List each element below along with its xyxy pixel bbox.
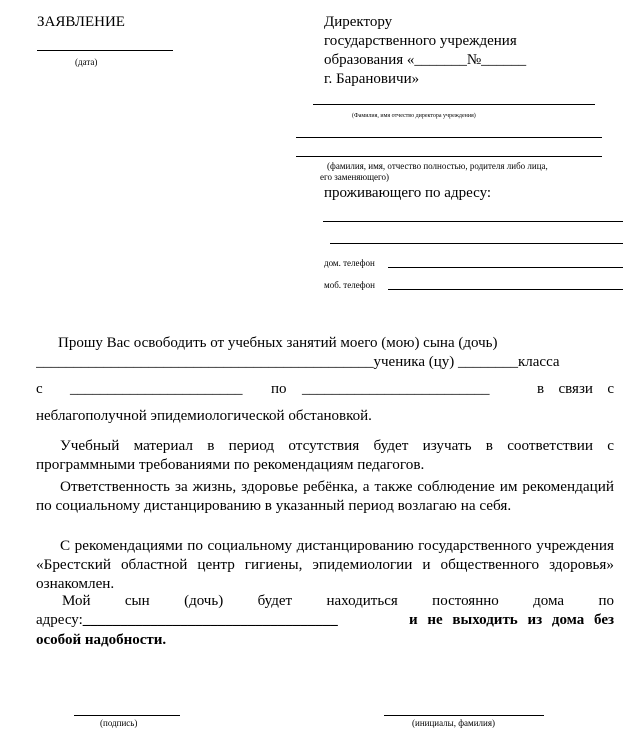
initials-line bbox=[384, 715, 544, 716]
addressee-line-3: образования «_______№______ bbox=[324, 52, 527, 68]
from-label: с bbox=[36, 381, 43, 397]
initials-caption: (инициалы, фамилия) bbox=[412, 718, 495, 728]
addressee-line-1: Директору bbox=[324, 14, 393, 30]
request-line-1: Прошу Вас освободить от учебных занятий моего (мою) сына (дочь) bbox=[58, 335, 498, 351]
material-paragraph: Учебный материал в период отсутствия будет изучать в соответствии с программными требованиями по рекомендациям педагогов. bbox=[36, 437, 614, 473]
stay-address-blank: __________________________________ bbox=[82, 612, 338, 628]
document-title: ЗАЯВЛЕНИЕ bbox=[37, 14, 125, 30]
address-line-1 bbox=[323, 221, 623, 222]
stay-bold-tail: и не выходить из дома без bbox=[409, 612, 614, 628]
stay-bold-tail-wrap bbox=[409, 612, 614, 629]
date-caption: (дата) bbox=[75, 57, 98, 67]
parent-caption-2: его заменяющего) bbox=[320, 172, 390, 182]
mobile-phone-line bbox=[388, 289, 623, 290]
stay-address-label: адресу: bbox=[36, 612, 83, 628]
addressee-line-4: г. Барановичи» bbox=[324, 71, 420, 87]
reason-line: неблагополучной эпидемиологической обстановкой. bbox=[36, 408, 372, 424]
date-line bbox=[37, 50, 173, 51]
director-name-line bbox=[313, 104, 595, 105]
mobile-phone-label: моб. телефон bbox=[324, 280, 375, 290]
request-line-2: _____________________________________________ученика (цу) ________класса bbox=[36, 354, 560, 370]
from-date-blank: _______________________ bbox=[70, 381, 243, 397]
stay-bold-end: особой надобности. bbox=[36, 632, 167, 648]
signature-caption: (подпись) bbox=[100, 718, 138, 728]
residing-label: проживающего по адресу: bbox=[324, 185, 492, 201]
home-phone-line bbox=[388, 267, 623, 268]
stay-line-2 bbox=[36, 612, 338, 629]
signature-line bbox=[74, 715, 180, 716]
parent-name-line-2 bbox=[296, 156, 602, 157]
stay-line-1-wrap bbox=[62, 593, 614, 610]
recommendations-paragraph: С рекомендациями по социальному дистанцированию государственного учреждения «Брестский областной центр гигиены, эпидемиологии и общественного здоровья» ознакомлен. bbox=[36, 537, 614, 592]
home-phone-label: дом. телефон bbox=[324, 258, 375, 268]
reason-start: в связи с bbox=[537, 381, 614, 397]
to-date-blank: _________________________ bbox=[302, 381, 490, 397]
reason-start-wrap bbox=[537, 381, 614, 398]
director-caption: (Фамилия, имя отчество директора учреждения) bbox=[352, 113, 476, 119]
parent-caption-1: (фамилия, имя, отчество полностью, родителя либо лица, bbox=[327, 161, 548, 171]
parent-name-line-1 bbox=[296, 137, 602, 138]
address-line-2 bbox=[330, 243, 623, 244]
stay-line-1: Мой сын (дочь) будет находиться постоянно дома по bbox=[62, 593, 614, 609]
responsibility-paragraph: Ответственность за жизнь, здоровье ребёнка, а также соблюдение им рекомендаций по социальному дистанцированию в указанный период возлагаю на себя. bbox=[36, 478, 614, 514]
addressee-line-2: государственного учреждения bbox=[324, 33, 517, 49]
to-label: по bbox=[271, 381, 287, 397]
